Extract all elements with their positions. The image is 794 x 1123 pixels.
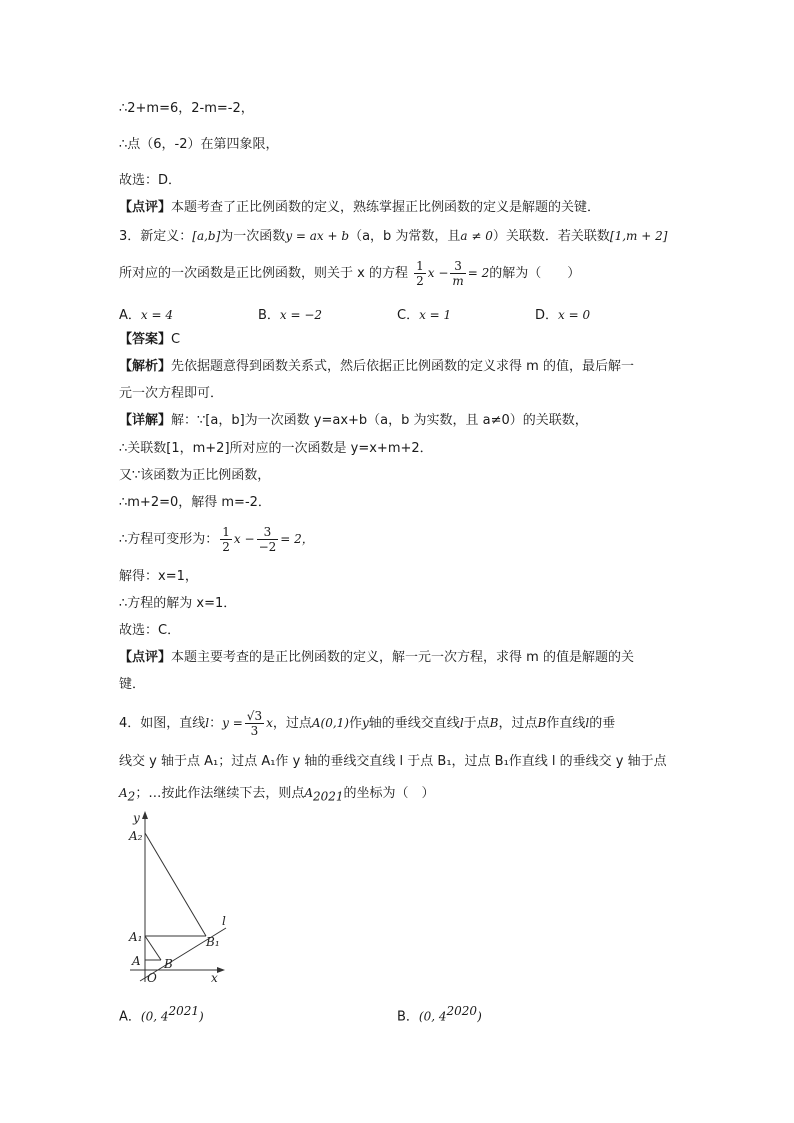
question-4-line-2: 线交 y 轴于点 A₁；过点 A₁作 y 轴的垂线交直线 l 于点 B₁，过点 B₁作直线 l 的垂线交 y 轴于点 bbox=[119, 754, 667, 769]
option-label: A． bbox=[119, 1009, 141, 1025]
answer-line bbox=[119, 331, 180, 349]
q4-text: 作直线 bbox=[546, 716, 586, 731]
frac-num: √3 bbox=[246, 709, 263, 723]
label-o: O bbox=[147, 971, 157, 985]
question-4-line-3 bbox=[119, 784, 435, 806]
q4-math: l bbox=[459, 716, 464, 730]
text-line: 故选：D． bbox=[119, 173, 182, 188]
q4-text: 轴的垂线交直线 bbox=[368, 716, 460, 731]
q4-math: x bbox=[266, 716, 273, 730]
question-3-line-1 bbox=[119, 227, 667, 246]
comment-line bbox=[119, 649, 634, 667]
option-b bbox=[258, 304, 322, 323]
label-l: l bbox=[222, 914, 226, 928]
label-a2: A₂ bbox=[129, 829, 143, 843]
answer-tag: 【答案】 bbox=[119, 332, 172, 347]
q4-text: 作 bbox=[349, 716, 363, 731]
option-value: (0, 4 bbox=[140, 1009, 169, 1024]
detail-line: ∴m+2=0，解得 m=-2． bbox=[119, 495, 271, 510]
q4-math: A bbox=[304, 786, 313, 800]
detail-line: 解得：x=1， bbox=[119, 569, 198, 584]
question-3-line-2 bbox=[119, 257, 580, 290]
label-x: x bbox=[211, 971, 218, 985]
segment-b1-a2 bbox=[145, 833, 206, 936]
q4-math: y bbox=[362, 716, 369, 730]
q4-math: A(0,1) bbox=[311, 716, 349, 730]
segment-b-a1 bbox=[145, 936, 161, 960]
q3-math: [1,m + 2] bbox=[609, 229, 668, 243]
q3-math: [a,b] bbox=[192, 229, 221, 243]
detail-text: 解：∵[a，b]为一次函数 y=ax+b（a，b 为实数，且 a≠0）的关联数， bbox=[171, 413, 588, 428]
question-4-line-1 bbox=[119, 706, 615, 741]
label-b1: B₁ bbox=[206, 935, 220, 949]
q4-math: B bbox=[537, 716, 547, 730]
option-close: ) bbox=[199, 1009, 204, 1024]
frac-den: m bbox=[452, 274, 464, 288]
option-a bbox=[119, 304, 173, 323]
detail-text: ∴方程可变形为： bbox=[119, 532, 219, 547]
q4-subscript: 2 bbox=[127, 789, 136, 804]
comment-line bbox=[119, 199, 600, 217]
q3-math: y = ax + b bbox=[285, 229, 350, 243]
analysis-text: 先依据题意得到函数关系式，然后依据正比例函数的定义求得 m 的值，最后解一 bbox=[171, 359, 634, 374]
option-value: x = 1 bbox=[419, 308, 452, 322]
fraction bbox=[220, 525, 232, 554]
geometry-figure bbox=[118, 805, 258, 990]
text-line: ∴2+m=6，2-m=-2， bbox=[119, 101, 254, 116]
option-d bbox=[535, 304, 590, 323]
frac-den: 3 bbox=[250, 724, 259, 738]
frac-num: 1 bbox=[222, 525, 230, 539]
q4-text: ，过点 bbox=[498, 716, 538, 731]
q3-text: （a，b 为常数，且 bbox=[349, 229, 461, 244]
label-a1: A₁ bbox=[129, 930, 143, 944]
frac-num: 3 bbox=[450, 259, 465, 274]
label-y: y bbox=[133, 811, 140, 825]
frac-num: 1 bbox=[416, 259, 424, 273]
q3-text: 为一次函数 bbox=[220, 229, 286, 244]
text-line: ∴点（6，-2）在第四象限， bbox=[119, 137, 279, 152]
frac-den: −2 bbox=[258, 540, 277, 554]
frac-den: 2 bbox=[416, 274, 424, 288]
option-label: B． bbox=[397, 1009, 419, 1025]
q4-text: 于点 bbox=[463, 716, 490, 731]
option-c bbox=[397, 304, 451, 323]
option-exponent: 2020 bbox=[446, 1004, 478, 1018]
detail-line: ∴方程的解为 x=1． bbox=[119, 596, 237, 611]
detail-tag: 【详解】 bbox=[119, 413, 172, 428]
q4-text: ，过点 bbox=[272, 716, 312, 731]
comment-tag: 【点评】 bbox=[119, 200, 172, 215]
fraction bbox=[414, 259, 426, 288]
option-label: B． bbox=[258, 308, 280, 323]
option-close: ) bbox=[477, 1009, 482, 1024]
q4-math: A bbox=[119, 786, 128, 800]
option-exponent: 2021 bbox=[168, 1004, 200, 1018]
detail-line bbox=[119, 523, 314, 556]
label-b: B bbox=[164, 957, 173, 971]
comment-text: 本题考查了正比例函数的定义，熟练掌握正比例函数的定义是解题的关键． bbox=[171, 200, 601, 215]
option-value: x = 0 bbox=[558, 308, 591, 322]
comment-tag: 【点评】 bbox=[119, 650, 172, 665]
frac-num: 3 bbox=[257, 525, 279, 540]
q4-text: ；…按此作法继续下去，则点 bbox=[135, 786, 305, 801]
comment-text: 本题主要考查的是正比例函数的定义，解一元一次方程，求得 m 的值是解题的关 bbox=[171, 650, 634, 665]
frac-den: 2 bbox=[222, 540, 230, 554]
q4-subscript: 2021 bbox=[313, 789, 344, 804]
q3-text: 3．新定义： bbox=[119, 229, 193, 244]
detail-line bbox=[119, 412, 588, 430]
detail-line: 故选：C． bbox=[119, 623, 181, 638]
y-axis-arrow bbox=[142, 811, 148, 819]
q4-math: y = bbox=[222, 716, 243, 730]
q4-math: l bbox=[585, 716, 590, 730]
q4-math: l bbox=[205, 716, 210, 730]
option-value: (0, 4 bbox=[418, 1009, 447, 1024]
label-a: A bbox=[132, 954, 141, 968]
q3-math: a ≠ 0 bbox=[460, 229, 493, 243]
analysis-line bbox=[119, 358, 634, 376]
q3-math: = 2 bbox=[467, 266, 490, 280]
comment-line: 键． bbox=[119, 677, 146, 692]
detail-line: ∴关联数[1，m+2]所对应的一次函数是 y=x+m+2． bbox=[119, 441, 433, 456]
detail-math: = 2， bbox=[280, 532, 314, 546]
option-label: D． bbox=[535, 308, 559, 323]
fraction bbox=[257, 525, 279, 554]
q4-text: 4．如图，直线 bbox=[119, 716, 206, 731]
q4-text: 的垂 bbox=[589, 716, 616, 731]
analysis-tag: 【解析】 bbox=[119, 359, 172, 374]
fraction bbox=[450, 259, 465, 288]
option-value: x = −2 bbox=[279, 308, 323, 322]
q3-text: 所对应的一次函数是正比例函数，则关于 x 的方程 bbox=[119, 266, 408, 281]
answer-value: C bbox=[171, 332, 181, 347]
analysis-line: 元一次方程即可． bbox=[119, 386, 224, 401]
option-label: A． bbox=[119, 308, 141, 323]
q4-text: ： bbox=[209, 716, 223, 731]
fraction bbox=[245, 709, 264, 738]
q4-math: B bbox=[489, 716, 499, 730]
option-label: C． bbox=[397, 308, 420, 323]
detail-math: x − bbox=[233, 532, 255, 546]
option-value: x = 4 bbox=[140, 308, 173, 322]
q3-math: x − bbox=[427, 266, 449, 280]
x-axis-arrow bbox=[217, 967, 225, 973]
q4-option-b bbox=[397, 1004, 482, 1024]
q3-text: ）关联数．若关联数 bbox=[492, 229, 610, 244]
q4-text: 的坐标为（ ） bbox=[343, 786, 435, 801]
q4-option-a bbox=[119, 1004, 204, 1024]
detail-line: 又∵该函数为正比例函数， bbox=[119, 468, 271, 483]
q3-text: 的解为（ ） bbox=[489, 266, 581, 281]
